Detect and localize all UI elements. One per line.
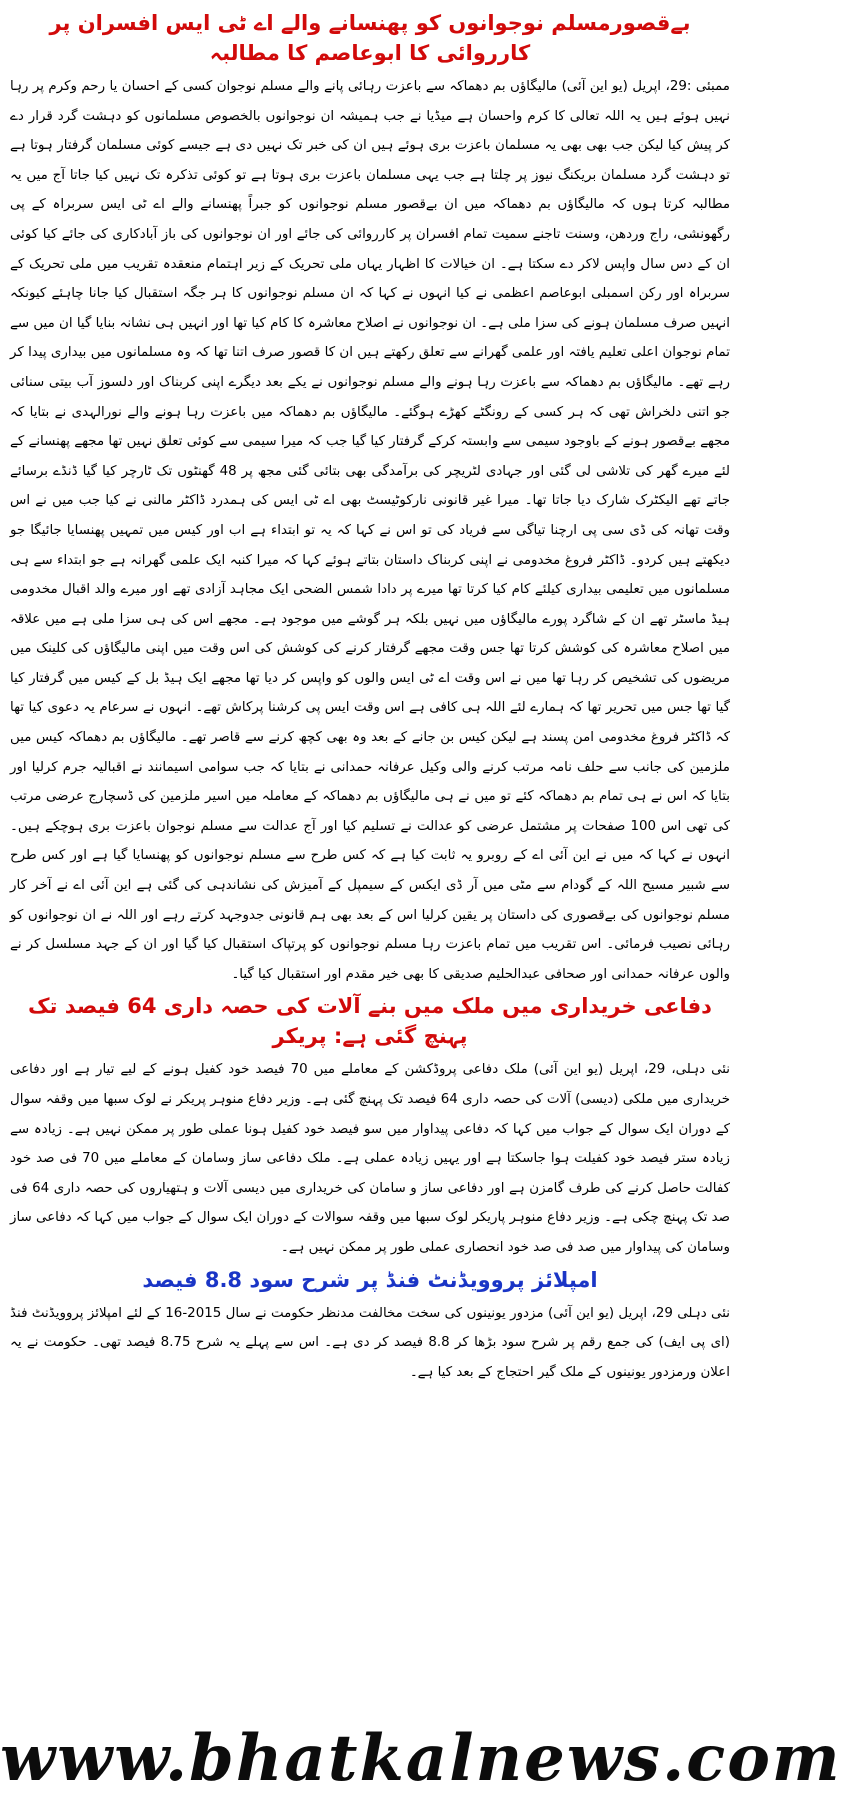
- article-epf: [10, 1265, 730, 1388]
- article-paragraph: نئی دہلی 29، اپریل (یو این آئی) مزدور یونینوں کی سخت مخالفت مدنظر حکومت نے سال 2015-16 کے لئے امپلائز پروویڈنٹ فنڈ (ای پی ایف) کی جمع رقم پر شرح سود بڑھا کر 8.8 فیصد کر دی ہے۔ اس سے پہلے یہ شرح 8.75 فیصد تھی۔ حکومت نے یہ اعلان ورمزدور یونینوں کے ملک گیر احتجاج کے بعد کیا ہے۔: [10, 1305, 730, 1380]
- site-watermark: www.bhatkalnews.com: [0, 1721, 842, 1796]
- article-paragraph: نئی دہلی، 29، اپریل (یو این آئی) ملک دفاعی پروڈکشن کے معاملے میں 70 فیصد خود کفیل ہونے کے لیے تیار ہے اور دفاعی خریداری میں ملکی (دیسی) آلات کی حصہ داری 64 فیصد تک پہنچ گئی ہے۔ وزیر دفاع منوہر پریکر نے لوک سبھا میں وقفہ سوال کے دوران ایک سوال کے جواب میں کہا کہ دفاعی پیداوار میں سو فیصد خود کفیل ہونا عملی طور پر ممکن نہیں ہے۔ زیادہ سے زیادہ ستر فیصد خود کفیلت ہوا جاسکتا ہے اور یہیں زیادہ عملی ہے۔ ملک دفاعی ساز وسامان کے معاملے میں 70 فی صد خود کفالت حاصل کرنے کی طرف گامزن ہے اور دفاعی ساز و سامان کی خریداری میں دیسی آلات و ہتھیاروں کی حصہ داری 64 فی صد تک پہنچ چکی ہے۔ وزیر دفاع منوہر پاریکر لوک سبھا میں وقفہ سوالات کے دوران ایک سوال کے جواب میں کہا کہ دفاعی ساز وسامان کی پیداوار میں صد فی صد خود انحصاری عملی طور پر ممکن نہیں ہے۔: [10, 1062, 731, 1255]
- article-main: [10, 8, 730, 989]
- article-headline: بےقصورمسلم نوجوانوں کو پھنسانے والے اے ٹی ایس افسران پر کارروائی کا ابوعاصم کا مطالبہ: [49, 11, 691, 65]
- article-body: [10, 72, 730, 989]
- article-body: [10, 1299, 730, 1388]
- article-defense: [10, 991, 730, 1262]
- article-paragraph: ممبئی :29، اپریل (یو این آئی) مالیگاؤں بم دھماکہ سے باعزت رہائی پانے والے مسلم نوجوان کسی کے احسان یا رحم وکرم پر رہا نہیں ہوئے ہیں یہ اللہ تعالی کا کرم واحسان ہے میڈیا نے جب ہمیشہ ان نوجوانوں بالخصوص مسلمانوں کو دہشت گرد قرار دے کر پیش کیا لیکن جب بھی بھی یہ مسلمان باعزت بری ہوئے ہیں ان کی خبر تک نہیں دی ہے جیسے کوئی مسلمان گرفتار ہوتا ہے تو دہشت گرد مسلمان بریکنگ نیوز پر چلتا ہے جب یہی مسلمان باعزت بری ہوتا ہے تو کوئی تذکرہ تک نہیں کیا جاتا آج میں یہ مطالبہ کرتا ہوں کہ مالیگاؤں بم دھماکہ میں ان بےقصور مسلم نوجوانوں کو جبراً پھنسانے والے اے ٹی ایس سربراہ کے پی رگھونشی، راج وردھن، وسنت تاجنے سمیت تمام افسران پر کارروائی کی جائے اور ان نوجوانوں کی باز آبادکاری کی جائے کیا کوئی ان کے دس سال واپس لاکر دے سکتا ہے۔ ان خیالات کا اظہار یہاں ملی تحریک کے زیر اہتمام منعقدہ تقریب میں ملی تحریک کے سربراہ اور رکن اسمبلی ابوعاصم اعظمی نے کیا انہوں نے کہا کہ ان مسلم نوجوانوں کا ہر جگہ استقبال کیا جانا چاہئے کیونکہ انہیں صرف مسلمان ہونے کی سزا ملی ہے۔ ان نوجوانوں نے اصلاح معاشرہ کا کام کیا تھا اور انہیں ہی نشانہ بنایا گیا ان میں سے تمام نوجوان اعلی تعلیم یافتہ اور علمی گھرانے سے تعلق رکھتے ہیں ان کا قصور صرف اتنا تھا کہ وہ مسلمانوں میں بیداری پیدا کر رہے تھے۔ مالیگاؤں بم دھماکہ سے باعزت رہا ہونے والے مسلم نوجوانوں نے یکے بعد دیگرے اپنی کربناک اور دلسوز آب بیتی سنائی جو اتنی دلخراش تھی کہ ہر کسی کے رونگٹے کھڑے ہوگئے۔ مالیگاؤں بم دھماکہ میں باعزت رہا ہونے والے نورالہدی نے بتایا کہ مجھے بےقصور ہونے کے باوجود سیمی سے وابستہ کرکے گرفتار کیا گیا جب کہ میرا سیمی سے کوئی تعلق نہیں تھا مجھے پھنسانے کے لئے میرے گھر کی تلاشی لی گئی اور جہادی لٹریچر کی برآمدگی بھی بتائی گئی مجھ پر 48 گھنٹوں تک ٹارچر کیا گیا ڈنڈے برسائے جاتے تھے الیکٹرک شارک دیا جاتا تھا۔ میرا غیر قانونی نارکوٹیسٹ بھی اے ٹی ایس کی ہمدرد ڈاکٹر مالنی نے کیا جب میں نے اس وقت تھانہ کی ڈی سی پی ارچنا تیاگی سے فریاد کی تو اس نے کہا کہ یہ تو ابتداء ہے اب اور کیس میں تمہیں پھنسایا جائیگا جو دیکھتے ہیں کردو۔ ڈاکٹر فروغ مخدومی نے اپنی کربناک داستان بتاتے ہوئے کہا کہ میرا کنبہ ایک علمی گھرانہ ہے جو ابتداء سے ہی مسلمانوں میں تعلیمی بیداری کیلئے کام کیا کرتا تھا میرے پر دادا شمس الضحی ایک مجاہد آزادی تھے اور میرے والد اقبال مخدومی ہیڈ ماسٹر تھے ان کے شاگرد پورے مالیگاؤں میں نہیں بلکہ ہر گوشے میں موجود ہے۔ مجھے اس کی ہی سزا ملی ہے میں علاقہ میں اصلاح معاشرہ کی کوشش کرتا تھا جس وقت مجھے گرفتار کرنے کی کوشش کی اس وقت میں اپنی مالیگاؤں کی کلینک میں مریضوں کی تشخیص کر رہا تھا میں نے اس وقت اے ٹی ایس والوں کو واپس کر دیا تھا مجھے ایک ہیڈ بل کے کیس میں گرفتار کیا گیا تھا جس میں تحریر تھا کہ ہمارے لئے اللہ ہی کافی ہے اس وقت ایس پی کرشنا پرکاش تھے۔ انہوں نے سرعام یہ دعوی کیا تھا کہ ڈاکٹر فروغ مخدومی امن پسند ہے لیکن کیس بن جانے کے بعد وہ بھی کچھ کرنے سے قاصر تھے۔ مالیگاؤں بم دھماکہ کیس میں ملزمین کی جانب سے حلف نامہ مرتب کرنے والی وکیل عرفانہ حمدانی نے بتایا کہ جب سوامی اسیمانند نے اقبالیہ جرم کرلیا اور بتایا کہ اس نے ہی تمام بم دھماکہ کئے تو میں نے ہی مالیگاؤں بم دھماکہ کے معاملہ میں اسیر ملزمین کی ڈسچارج عرضی مرتب کی تھی اس 100 صفحات پر مشتمل عرضی کو عدالت نے تسلیم کیا اور آج عدالت سے مسلم نوجوان باعزت بری ہوچکے ہیں۔ انہوں نے کہا کہ میں نے این آئی اے کے روبرو یہ ثابت کیا ہے کہ کس طرح سے مسلم نوجوانوں کو پھنسایا گیا ہے اور کس طرح سے شبیر مسیح اللہ کے گودام سے مٹی میں آر ڈی ایکس کے سیمپل کے آمیزش کی نشاندہی کی گئی ہے این آئی اے نے آخر کار مسلم نوجوانوں کی بےقصوری کی داستان پر یقین کرلیا اس کے بعد بھی ہم قانونی جدوجہد کرتے رہے اور اللہ نے ان نوجوانوں کو رہائی نصیب فرمائی۔ اس تقریب میں تمام باعزت رہا مسلم نوجوانوں کو پرتپاک استقبال کیا گیا اور ان کے جہد مسلسل کر نے والوں عرفانہ حمدانی اور صحافی عبدالحلیم صدیقی کا بھی خیر مقدم اور استقبال کیا گیا۔: [10, 79, 731, 982]
- article-headline: امپلائز پروویڈنٹ فنڈ پر شرح سود 8.8 فیصد: [142, 1267, 598, 1292]
- article-body: [10, 1055, 730, 1262]
- article-headline: دفاعی خریداری میں ملک میں بنے آلات کی حصہ داری 64 فیصد تک پہنچ گئی ہے: پریکر: [28, 994, 712, 1049]
